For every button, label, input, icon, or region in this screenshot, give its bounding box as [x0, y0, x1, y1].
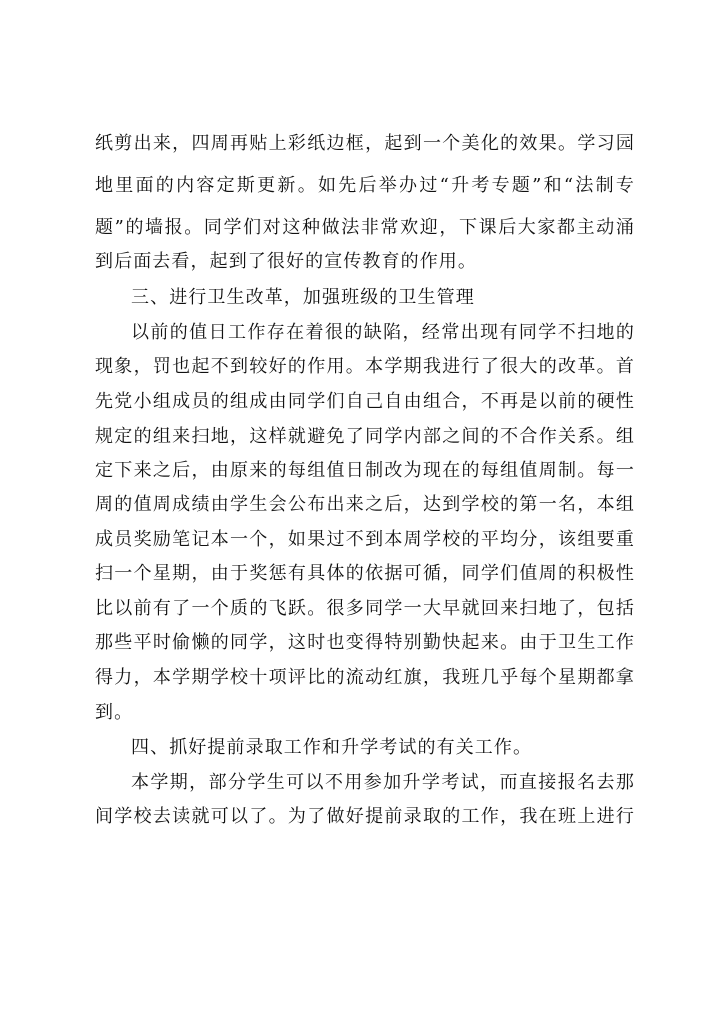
section-heading: 四、抓好提前录取工作和升学考试的有关工作。 [131, 737, 533, 758]
text-line: 成员奖励笔记本一个，如果过不到本周学校的平均分，该组要重 [95, 529, 635, 550]
text-line: 规定的组来扫地，这样就避免了同学内部之间的不合作关系。组 [95, 426, 635, 447]
text-line: 纸剪出来，四周再贴上彩纸边框，起到一个美化的效果。学习园 [95, 133, 635, 154]
text-line: 以前的值日工作存在着很的缺陷，经常出现有同学不扫地的 [131, 322, 635, 343]
text-line: 题”的墙报。同学们对这种做法非常欢迎，下课后大家都主动涌 [95, 217, 635, 238]
text-line: 周的值周成绩由学生会公布出来之后，达到学校的第一名，本组 [95, 494, 635, 515]
text-line: 得力，本学期学校十项评比的流动红旗，我班几乎每个星期都拿 [95, 667, 635, 688]
section-heading: 三、进行卫生改革，加强班级的卫生管理 [131, 287, 475, 308]
text-line: 比以前有了一个质的飞跃。很多同学一大早就回来扫地了，包括 [95, 598, 635, 619]
text-line: 到。 [95, 702, 134, 723]
text-line: 现象，罚也起不到较好的作用。本学期我进行了很大的改革。首 [95, 356, 635, 377]
text-line: 那些平时偷懒的同学，这时也变得特别勤快起来。由于卫生工作 [95, 632, 635, 653]
text-line: 扫一个星期，由于奖惩有具体的依据可循，同学们值周的积极性 [95, 563, 635, 584]
text-line: 间学校去读就可以了。为了做好提前录取的工作，我在班上进行 [95, 806, 635, 827]
text-line: 本学期，部分学生可以不用参加升学考试，而直接报名去那 [131, 772, 635, 793]
text-line: 先党小组成员的组成由同学们自己自由组合，不再是以前的硬性 [95, 391, 635, 412]
text-line: 定下来之后，由原来的每组值日制改为现在的每组值周制。每一 [95, 460, 635, 481]
text-line: 地里面的内容定斯更新。如先后举办过“升考专题”和“法制专 [95, 175, 635, 196]
text-line: 到后面去看，起到了很好的宣传教育的作用。 [95, 251, 477, 272]
